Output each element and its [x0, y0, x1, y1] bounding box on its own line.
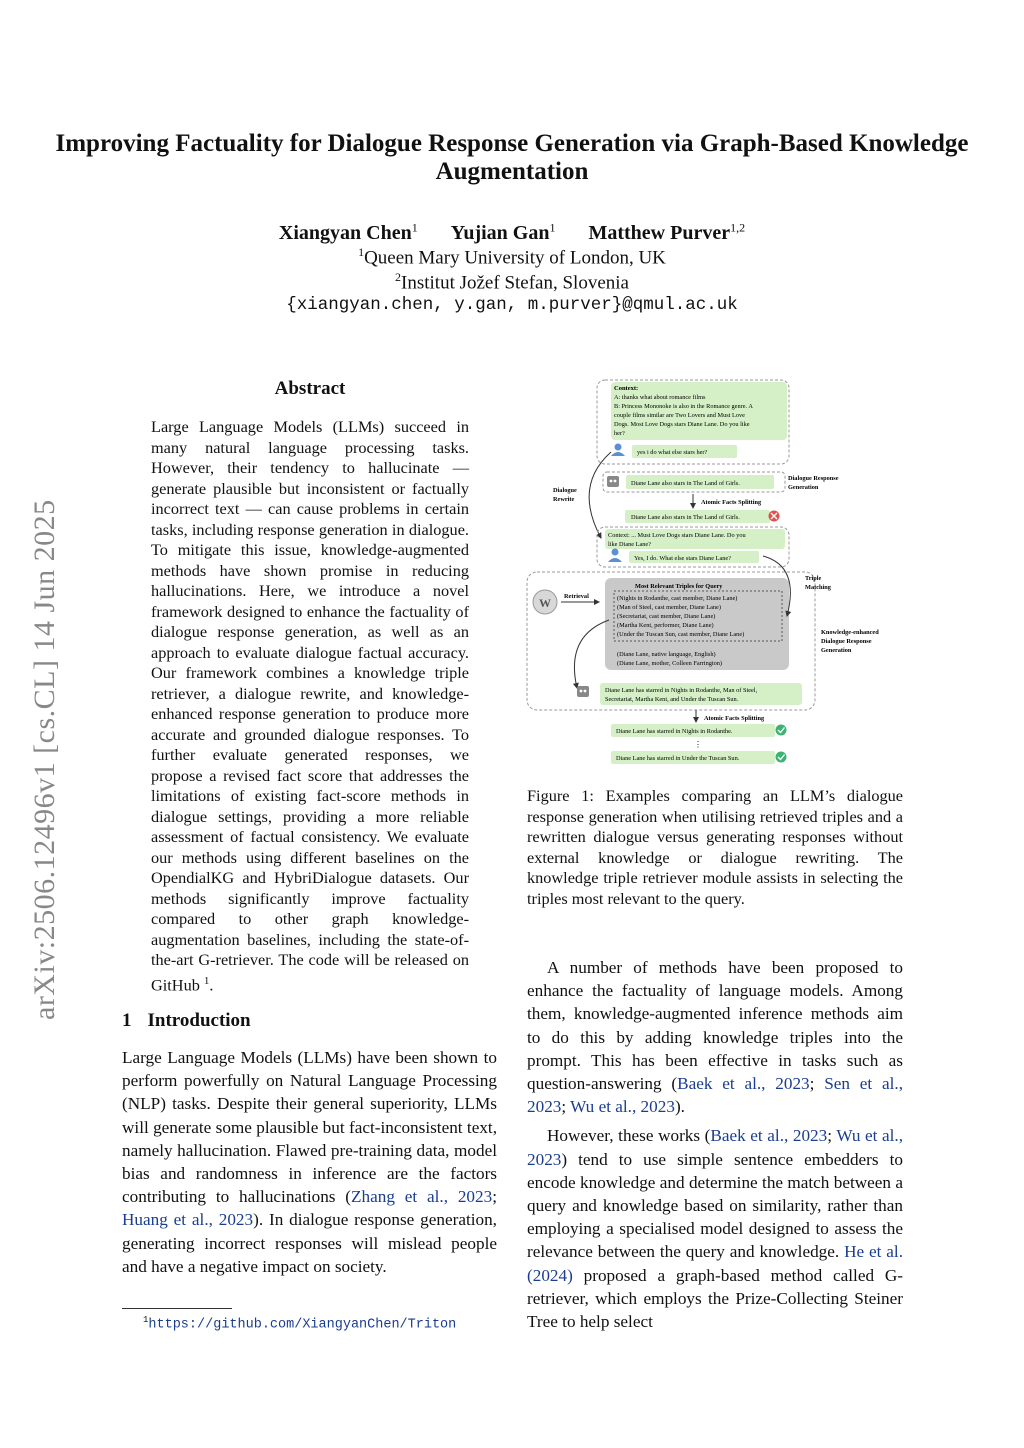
- bad-response: Diane Lane also stars in The Land of Girls.: [631, 480, 740, 487]
- triple-matching-label: Matching: [805, 584, 831, 591]
- bad-fact: Diane Lane also stars in The Land of Girls.: [631, 514, 740, 521]
- ke-label: Generation: [821, 647, 852, 654]
- wikipedia-icon: [533, 590, 557, 614]
- context-line: couple films similar are Two Lovers and Must Love: [614, 412, 745, 419]
- figure-1-caption: Figure 1: Examples comparing an LLM’s dialogue response generation when utilising retrieved triples and a rewritten dialogue versus generating responses without external knowledge or dialogue rewriting. The knowledge triple retriever module assists in selecting the triples most relevant to the query.: [527, 786, 903, 908]
- author-2: Yujian Gan$^1$: [450, 220, 556, 244]
- user-query: yes i do what else stars her?: [637, 449, 708, 456]
- svg-text:W: W: [539, 596, 551, 610]
- citation-link[interactable]: Baek et al., 2023: [710, 1126, 828, 1146]
- citation-link[interactable]: He et al. (2024): [527, 1242, 903, 1285]
- context-line: her?: [614, 430, 625, 437]
- user-icon: [608, 549, 622, 563]
- citation-link[interactable]: Wu et al., 2023: [527, 1126, 904, 1169]
- robot-icon: [577, 686, 589, 697]
- good-response: Secretariat, Martha Kent, and Under the Tuscan Sun.: [605, 696, 739, 703]
- ke-label: Dialogue Response: [821, 638, 872, 645]
- triple-item: (Nights in Rodanthe, cast member, Diane Lane): [617, 595, 738, 602]
- triples-title: Most Relevant Triples for Query: [635, 583, 723, 590]
- author-email: {xiangyan.chen, y.gan, m.purver}@qmul.ac.uk: [286, 295, 738, 315]
- footnote-github-link[interactable]: $^1$https://github.com/XiangyanChen/Triton: [143, 1315, 457, 1333]
- vertical-ellipsis: ⋮: [694, 740, 702, 749]
- paper-title: Improving Factuality for Dialogue Response Generation via Graph-Based Knowledge Augmentation: [55, 130, 969, 185]
- triple-item: (Man of Steel, cast member, Diane Lane): [617, 604, 721, 611]
- triple-item: (Secretariat, cast member, Diane Lane): [617, 613, 716, 620]
- context-line: B: Princess Mononoke is also in the Romance genre. A: [614, 403, 753, 410]
- dr-label: Rewrite: [553, 496, 575, 503]
- retrieval-label: Retrieval: [564, 593, 589, 600]
- context-label: Context:: [614, 385, 639, 392]
- triple-item: (Under the Tuscan Sun, cast member, Diane Lane): [617, 631, 745, 638]
- introduction-paragraph: Large Language Models (LLMs) have been shown to perform powerfully on Natural Language Processing (NLP) tasks. Despite their general superiority, LLMs will generate some plausible but fact-inconsistent text, namely hallucination. Flawed pre-training data, model bias and randomness in inference are the factors contributing to hallucinations (Zhang et al., 2023; Huang et al., 2023). In dialogue response generation, generating incorrect responses will mislead people and have a negative impact on society.: [122, 1048, 497, 1276]
- citation-link[interactable]: Wu et al., 2023: [570, 1097, 675, 1117]
- afs-label: Atomic Facts Splitting: [701, 499, 762, 506]
- figure-1-diagram: [525, 376, 905, 771]
- rewritten-context: like Diane Lane?: [608, 541, 652, 548]
- footnote-rule: [122, 1308, 232, 1309]
- author-1: Xiangyan Chen$^1$: [278, 220, 418, 244]
- author-3: Matthew Purver$^{1,2}$: [588, 220, 746, 244]
- dr-label: Dialogue: [553, 487, 577, 494]
- afs-label: Atomic Facts Splitting: [704, 715, 765, 722]
- user-icon: [611, 444, 625, 457]
- ke-label: Knowledge-enhanced: [821, 629, 879, 636]
- arxiv-identifier: arXiv:2506.12496v1 [cs.CL] 14 Jun 2025: [28, 499, 61, 1020]
- abstract-text: Large Language Models (LLMs) succeed in many natural language processing tasks. However, their tendency to hallucinate — generate plausible but inconsistent or factually incorrect text — can cause problems in certain tasks, including response generation in dialogue. To mitigate this issue, knowledge-augmented methods have shown promise in reducing hallucinations. Here, we introduce a novel framework designed to enhance the factuality of dialogue response generation, as well as an approach to evaluate dialogue factual accuracy. Our framework combines a knowledge triple retriever, a dialogue rewrite, and knowledge-enhanced response generation to produce more accurate and grounded dialogue responses. To further evaluate generated responses, we propose a revised fact score that addresses the limitations of existing fact-score methods in dialogue settings, providing a more reliable assessment of factual consistency. We evaluate our methods using different baselines on the OpendialKG and HybriDialogue datasets. Our methods significantly improve factuality compared to other graph knowledge-augmentation baselines, including the state-of-the-art G-retriever. The code will be released on GitHub $^1$.: [151, 417, 469, 994]
- citation-link[interactable]: Sen et al., 2023: [527, 1074, 903, 1117]
- good-fact: Diane Lane has starred in Under the Tuscan Sun.: [616, 755, 740, 762]
- triple-item: (Diane Lane, native language, English): [617, 651, 716, 658]
- triple-item: (Diane Lane, mother, Colleen Farrington): [617, 660, 723, 667]
- good-response: Diane Lane has starred in Nights in Rodanthe, Man of Steel,: [605, 687, 758, 694]
- affiliation-2: $^2$Institut Jožef Stefan, Slovenia: [395, 270, 629, 294]
- context-line: A: thanks what about romance films: [614, 394, 706, 401]
- rewritten-query: Yes, I do. What else stars Diane Lane?: [634, 555, 731, 562]
- robot-icon: [607, 476, 619, 487]
- citation-link[interactable]: Baek et al., 2023: [677, 1074, 810, 1094]
- drg-label: Dialogue Response: [788, 475, 839, 482]
- cross-icon: [769, 511, 780, 522]
- citation-link[interactable]: Zhang et al., 2023: [351, 1187, 493, 1207]
- good-fact: Diane Lane has starred in Nights in Rodanthe.: [616, 728, 733, 735]
- citation-link[interactable]: Huang et al., 2023: [122, 1210, 254, 1230]
- triple-matching-label: Triple: [805, 575, 822, 582]
- abstract-heading: Abstract: [274, 378, 346, 399]
- check-icon: [776, 725, 787, 736]
- check-icon: [776, 752, 787, 763]
- section-heading-introduction: 1 Introduction: [122, 1010, 251, 1031]
- affiliation-1: $^1$Queen Mary University of London, UK: [358, 245, 666, 269]
- author-list: [0, 220, 1024, 245]
- right-column-text: A number of methods have been proposed to enhance the factuality of language models. Among them, knowledge-augmented inference methods aim to do this by adding knowledge triples into the prompt. This has been effective in tasks such as question-answering (Baek et al., 2023; Sen et al., 2023; Wu et al., 2023). However, these works (Baek et al., 2023; Wu et al., 2023) tend to use simple sentence embedders to encode knowledge and determine the match between a query and knowledge based on similarity, rather than employing a specialised model designed to assess the relevance between the query and knowledge. He et al. (2024) proposed a graph-based method called G-retriever, which employs the Prize-Collecting Steiner Tree to help select: [527, 958, 904, 1332]
- drg-label: Generation: [788, 484, 819, 491]
- context-line: Dogs. Most Love Dogs stars Diane Lane. Do you like: [614, 421, 750, 428]
- rewritten-context: Context: ... Must Love Dogs stars Diane Lane. Do you: [608, 532, 746, 539]
- triple-item: (Martha Kent, performer, Diane Lane): [617, 622, 714, 629]
